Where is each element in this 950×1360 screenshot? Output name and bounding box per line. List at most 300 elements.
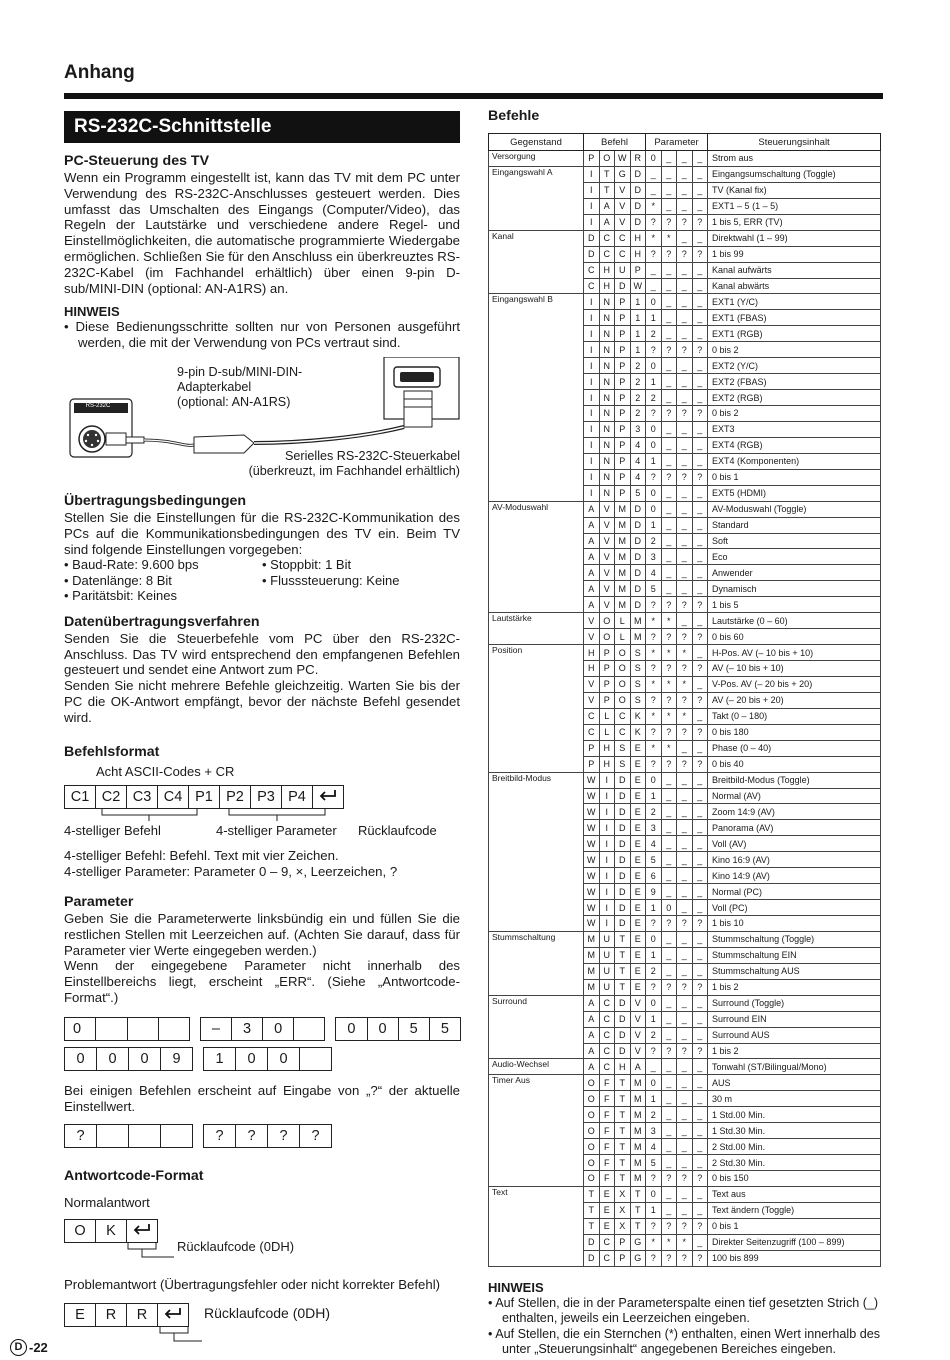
table-row	[489, 230, 881, 246]
command-char-cell: M	[630, 1075, 646, 1091]
parameter-char-cell: _	[677, 326, 693, 342]
command-char-cell: D	[615, 804, 631, 820]
command-char-cell: V	[599, 549, 615, 565]
command-char-cell: C	[615, 230, 631, 246]
parameter-char-cell: _	[692, 836, 708, 852]
table-row	[489, 1043, 881, 1059]
table-row	[489, 294, 881, 310]
command-char-cell: D	[630, 198, 646, 214]
group-cell	[489, 437, 584, 453]
command-char-cell: H	[630, 246, 646, 262]
command-char-cell: A	[584, 501, 600, 517]
parameter-char-cell: _	[677, 788, 693, 804]
format-ascii-label: Acht ASCII-Codes + CR	[96, 763, 235, 779]
group-cell	[489, 1027, 584, 1043]
command-char-cell: O	[584, 1171, 600, 1187]
parameter-char-cell: _	[677, 1075, 693, 1091]
command-char-cell: W	[584, 788, 600, 804]
table-row	[489, 629, 881, 645]
command-char-cell: S	[615, 756, 631, 772]
command-char-cell: F	[599, 1155, 615, 1171]
command-char-cell: D	[615, 788, 631, 804]
command-char-cell: I	[599, 820, 615, 836]
table-row	[489, 597, 881, 613]
param-cell: 0	[128, 1047, 161, 1071]
parameter-char-cell: _	[677, 1091, 693, 1107]
control-content-cell: Eingangsumschaltung (Toggle)	[708, 166, 881, 182]
parameter-char-cell: ?	[677, 1218, 693, 1234]
right-hinweis	[488, 1280, 884, 1358]
command-char-cell: O	[584, 1075, 600, 1091]
parameter-char-cell: ?	[692, 724, 708, 740]
command-char-cell: V	[584, 676, 600, 692]
parameter-char-cell: _	[661, 485, 677, 501]
parameter-char-cell: ?	[661, 214, 677, 230]
group-cell	[489, 661, 584, 677]
parameter-char-cell: _	[661, 1091, 677, 1107]
command-char-cell: M	[630, 1091, 646, 1107]
pc-control-text: Wenn ein Programm eingestellt ist, kann das TV mit dem PC unter Verwendung des RS-232C-Anschlusses gesteuert werden. Dies umfasst das Umschalten des Eingangs (Computer/Video), das Regeln der Lautstärke und verschiedene andere Regel- und Einstellmöglichkeiten, die automatische programmierte Wiedergabe ermöglichen. Schließen Sie für den Anschluss ein überkreuztes RS-232C-Kabel (im Fachhandel erhältlich) über einen 9-pin D-sub/MINI-DIN (optional: AN-A1RS) an.	[64, 170, 460, 296]
command-char-cell: W	[615, 151, 631, 167]
group-cell: Versorgung	[489, 151, 584, 167]
parameter-char-cell: ?	[661, 692, 677, 708]
table-row	[489, 437, 881, 453]
command-char-cell: T	[615, 979, 631, 995]
param-cell: 3	[231, 1017, 263, 1041]
parameter-char-cell: _	[692, 533, 708, 549]
command-char-cell: M	[630, 613, 646, 629]
command-char-cell: H	[615, 1059, 631, 1075]
parameter-char-cell: _	[692, 421, 708, 437]
table-row	[489, 947, 881, 963]
parameter-char-cell: ?	[646, 629, 662, 645]
parameter-char-cell: _	[692, 278, 708, 294]
parameter-char-cell: ?	[677, 724, 693, 740]
parameter-char-cell: _	[661, 1123, 677, 1139]
parameter-char-cell: 5	[646, 852, 662, 868]
command-char-cell: N	[599, 358, 615, 374]
parameter-char-cell: _	[692, 358, 708, 374]
group-cell: Breitbild-Modus	[489, 772, 584, 788]
command-char-cell: C	[584, 724, 600, 740]
parameter-char-cell: _	[677, 437, 693, 453]
group-cell: Lautstärke	[489, 613, 584, 629]
command-char-cell: N	[599, 310, 615, 326]
commands-table	[488, 133, 881, 1267]
command-char-cell: U	[599, 931, 615, 947]
command-char-cell: C	[584, 708, 600, 724]
command-char-cell: I	[599, 868, 615, 884]
command-char-cell: E	[630, 772, 646, 788]
return-arrow-icon	[132, 1223, 152, 1235]
command-char-cell: A	[630, 1059, 646, 1075]
control-content-cell: V-Pos. AV (– 20 bis + 20)	[708, 676, 881, 692]
command-char-cell: I	[584, 326, 600, 342]
command-char-cell: T	[584, 1202, 600, 1218]
parameter-char-cell: 1	[646, 453, 662, 469]
format-cells	[64, 785, 460, 809]
parameter-char-cell: 2	[646, 390, 662, 406]
command-char-cell: T	[615, 1123, 631, 1139]
format-label-command: 4-stelliger Befehl	[64, 823, 161, 839]
parameter-char-cell: _	[692, 772, 708, 788]
group-cell	[489, 708, 584, 724]
parameter-char-cell: _	[692, 820, 708, 836]
problem-response-label: Problemantwort (Übertragungsfehler oder nicht korrekter Befehl)	[64, 1277, 441, 1293]
parameter-char-cell: _	[677, 485, 693, 501]
param-cell	[128, 1124, 161, 1148]
command-char-cell: A	[584, 1043, 600, 1059]
table-row	[489, 692, 881, 708]
command-char-cell: A	[584, 581, 600, 597]
parameter-char-cell: ?	[646, 1171, 662, 1187]
control-content-cell: Tonwahl (ST/Bilingual/Mono)	[708, 1059, 881, 1075]
hinweis-heading: HINWEIS	[64, 304, 120, 320]
command-char-cell: S	[630, 676, 646, 692]
command-char-cell: T	[615, 1171, 631, 1187]
control-content-cell: Normal (PC)	[708, 884, 881, 900]
parameter-char-cell: ?	[661, 469, 677, 485]
command-char-cell: D	[615, 1011, 631, 1027]
format-label-return: Rücklaufcode	[358, 823, 437, 839]
command-char-cell: P	[615, 453, 631, 469]
control-content-cell: AV (– 10 bis + 10)	[708, 661, 881, 677]
control-content-cell: Takt (0 – 180)	[708, 708, 881, 724]
procedure-text-2: Senden Sie nicht mehrere Befehle gleichzeitig. Warten Sie bis der PC die OK-Antwort empfängt, bevor der nächste Befehl gesendet wird.	[64, 678, 460, 725]
parameter-char-cell: _	[677, 900, 693, 916]
parameter-char-cell: _	[692, 868, 708, 884]
command-char-cell: W	[584, 772, 600, 788]
parameter-char-cell: ?	[646, 692, 662, 708]
command-char-cell: M	[615, 581, 631, 597]
parameter-char-cell: *	[661, 645, 677, 661]
table-row	[489, 1250, 881, 1266]
table-row	[489, 1123, 881, 1139]
command-char-cell: D	[630, 182, 646, 198]
parameter-char-cell: _	[692, 310, 708, 326]
group-cell	[489, 884, 584, 900]
parameter-char-cell: ?	[692, 661, 708, 677]
table-row	[489, 214, 881, 230]
group-cell	[489, 182, 584, 198]
parameter-char-cell: *	[646, 740, 662, 756]
return-key-cell	[157, 1303, 189, 1327]
command-char-cell: P	[615, 1250, 631, 1266]
command-char-cell: E	[630, 820, 646, 836]
parameter-char-cell: 3	[646, 1123, 662, 1139]
command-char-cell: 2	[630, 406, 646, 422]
command-char-cell: V	[599, 501, 615, 517]
parameter-char-cell: _	[692, 517, 708, 533]
table-row	[489, 565, 881, 581]
command-char-cell: E	[630, 963, 646, 979]
control-content-cell: AV-Moduswahl (Toggle)	[708, 501, 881, 517]
control-content-cell: H-Pos. AV (– 10 bis + 10)	[708, 645, 881, 661]
parameter-char-cell: _	[677, 533, 693, 549]
group-cell	[489, 1123, 584, 1139]
command-char-cell: V	[599, 517, 615, 533]
command-char-cell: O	[615, 692, 631, 708]
parameter-heading: Parameter	[64, 894, 134, 911]
table-row	[489, 262, 881, 278]
parameter-char-cell: ?	[677, 342, 693, 358]
parameter-char-cell: ?	[646, 1250, 662, 1266]
section-banner: RS-232C-Schnittstelle	[64, 111, 460, 143]
control-content-cell: EXT1 (RGB)	[708, 326, 881, 342]
command-char-cell: H	[599, 740, 615, 756]
group-cell: Text	[489, 1186, 584, 1202]
table-row	[489, 1027, 881, 1043]
parameter-char-cell: _	[677, 613, 693, 629]
parameter-char-cell: _	[677, 166, 693, 182]
command-char-cell: D	[630, 517, 646, 533]
parameter-char-cell: *	[661, 613, 677, 629]
group-cell	[489, 517, 584, 533]
command-char-cell: P	[584, 740, 600, 756]
command-char-cell: C	[615, 708, 631, 724]
command-char-cell: D	[615, 820, 631, 836]
command-char-cell: E	[630, 947, 646, 963]
command-char-cell: W	[584, 820, 600, 836]
parameter-char-cell: _	[677, 198, 693, 214]
parameter-char-cell: 1	[646, 374, 662, 390]
command-char-cell: P	[615, 406, 631, 422]
command-char-cell: E	[630, 804, 646, 820]
table-row	[489, 979, 881, 995]
parameter-char-cell: ?	[661, 246, 677, 262]
parameter-char-cell: ?	[677, 1043, 693, 1059]
parameter-char-cell: ?	[661, 406, 677, 422]
command-char-cell: H	[630, 230, 646, 246]
command-char-cell: W	[630, 278, 646, 294]
parameter-char-cell: 1	[646, 1202, 662, 1218]
command-char-cell: D	[630, 581, 646, 597]
command-char-cell: L	[599, 724, 615, 740]
command-char-cell: L	[615, 629, 631, 645]
response-heading: Antwortcode-Format	[64, 1168, 204, 1185]
table-row	[489, 421, 881, 437]
ok-response-example	[64, 1219, 460, 1267]
command-char-cell: P	[630, 262, 646, 278]
table-row	[489, 374, 881, 390]
parameter-char-cell: 4	[646, 565, 662, 581]
group-cell: Audio-Wechsel	[489, 1059, 584, 1075]
command-char-cell: F	[599, 1091, 615, 1107]
param-example-row-3	[64, 1124, 460, 1148]
group-cell	[489, 597, 584, 613]
command-char-cell: F	[599, 1123, 615, 1139]
param-cell: 0	[64, 1017, 96, 1041]
command-char-cell: H	[584, 645, 600, 661]
command-char-cell: 1	[630, 310, 646, 326]
control-content-cell: EXT1 (Y/C)	[708, 294, 881, 310]
table-row	[489, 884, 881, 900]
group-cell	[489, 214, 584, 230]
parameter-char-cell: ?	[692, 406, 708, 422]
table-row	[489, 900, 881, 916]
parameter-char-cell: _	[692, 613, 708, 629]
control-content-cell: Kino 16:9 (AV)	[708, 852, 881, 868]
parameter-char-cell: ?	[646, 469, 662, 485]
parameter-char-cell: *	[646, 198, 662, 214]
parameter-char-cell: _	[677, 1027, 693, 1043]
command-char-cell: T	[615, 1091, 631, 1107]
command-char-cell: I	[584, 406, 600, 422]
command-char-cell: P	[599, 645, 615, 661]
command-char-cell: W	[584, 868, 600, 884]
parameter-char-cell: 1	[646, 1091, 662, 1107]
parameter-char-cell: _	[692, 1155, 708, 1171]
table-row	[489, 740, 881, 756]
command-char-cell: L	[615, 613, 631, 629]
group-cell	[489, 1043, 584, 1059]
parameter-char-cell: _	[661, 1059, 677, 1075]
command-char-cell: N	[599, 453, 615, 469]
group-cell	[489, 1250, 584, 1266]
format-cell: P1	[188, 785, 220, 809]
parameter-char-cell: *	[661, 740, 677, 756]
param-cell	[293, 1017, 325, 1041]
command-char-cell: X	[615, 1218, 631, 1234]
command-char-cell: N	[599, 326, 615, 342]
command-char-cell: C	[599, 1059, 615, 1075]
control-content-cell: EXT4 (RGB)	[708, 437, 881, 453]
control-content-cell: 1 bis 2	[708, 979, 881, 995]
parameter-char-cell: _	[661, 931, 677, 947]
command-char-cell: D	[615, 852, 631, 868]
command-char-cell: D	[615, 836, 631, 852]
parameter-char-cell: _	[692, 1202, 708, 1218]
parameter-char-cell: ?	[677, 756, 693, 772]
parameter-char-cell: ?	[646, 1043, 662, 1059]
response-cell: R	[126, 1303, 158, 1327]
group-cell	[489, 310, 584, 326]
command-char-cell: I	[599, 804, 615, 820]
group-cell	[489, 836, 584, 852]
parameter-char-cell: _	[661, 1202, 677, 1218]
command-char-cell: D	[584, 246, 600, 262]
parameter-char-cell: _	[677, 278, 693, 294]
control-content-cell: 0 bis 1	[708, 1218, 881, 1234]
command-char-cell: 2	[630, 390, 646, 406]
param-cell	[95, 1017, 127, 1041]
command-char-cell: T	[615, 963, 631, 979]
command-char-cell: U	[599, 979, 615, 995]
command-char-cell: C	[599, 246, 615, 262]
parameter-char-cell: _	[692, 900, 708, 916]
parameter-char-cell: ?	[661, 1171, 677, 1187]
table-row	[489, 182, 881, 198]
command-char-cell: P	[615, 485, 631, 501]
control-content-cell: Text ändern (Toggle)	[708, 1202, 881, 1218]
command-char-cell: C	[599, 1250, 615, 1266]
parameter-char-cell: 0	[646, 772, 662, 788]
parameter-char-cell: _	[677, 1123, 693, 1139]
table-row	[489, 517, 881, 533]
parameter-char-cell: _	[692, 151, 708, 167]
parameter-char-cell: ?	[677, 214, 693, 230]
parameter-char-cell: _	[692, 1139, 708, 1155]
command-char-cell: C	[599, 1011, 615, 1027]
pc-control-heading: PC-Steuerung des TV	[64, 153, 210, 169]
command-char-cell: A	[584, 995, 600, 1011]
command-char-cell: D	[615, 772, 631, 788]
command-char-cell: E	[630, 788, 646, 804]
control-content-cell: Stummschaltung EIN	[708, 947, 881, 963]
control-content-cell: EXT5 (HDMI)	[708, 485, 881, 501]
table-row	[489, 852, 881, 868]
group-cell	[489, 1091, 584, 1107]
command-char-cell: E	[599, 1202, 615, 1218]
command-char-cell: E	[599, 1186, 615, 1202]
table-row	[489, 151, 881, 167]
parameter-char-cell: 0	[646, 485, 662, 501]
page-header-title: Anhang	[64, 62, 135, 83]
parameter-char-cell: _	[677, 151, 693, 167]
command-char-cell: E	[630, 979, 646, 995]
group-cell: Eingangswahl A	[489, 166, 584, 182]
parameter-char-cell: 0	[646, 1186, 662, 1202]
parameter-char-cell: _	[677, 453, 693, 469]
parameter-char-cell: _	[661, 836, 677, 852]
command-char-cell: O	[599, 151, 615, 167]
group-cell	[489, 724, 584, 740]
control-content-cell: Normal (AV)	[708, 788, 881, 804]
command-char-cell: O	[615, 645, 631, 661]
parameter-char-cell: _	[661, 390, 677, 406]
command-char-cell: M	[630, 1123, 646, 1139]
command-char-cell: P	[584, 756, 600, 772]
command-char-cell: A	[599, 214, 615, 230]
parameter-char-cell: ?	[692, 692, 708, 708]
command-char-cell: D	[630, 565, 646, 581]
control-content-cell: Surround EIN	[708, 1011, 881, 1027]
command-char-cell: O	[584, 1139, 600, 1155]
control-content-cell: 1 bis 5	[708, 597, 881, 613]
parameter-char-cell: _	[661, 374, 677, 390]
parameter-char-cell: _	[661, 995, 677, 1011]
control-content-cell: AUS	[708, 1075, 881, 1091]
command-char-cell: I	[584, 182, 600, 198]
table-row	[489, 931, 881, 947]
table-row	[489, 390, 881, 406]
command-char-cell: E	[630, 884, 646, 900]
parameter-char-cell: ?	[646, 597, 662, 613]
command-char-cell: I	[584, 374, 600, 390]
command-char-cell: P	[615, 469, 631, 485]
parameter-char-cell: _	[692, 995, 708, 1011]
command-char-cell: I	[584, 358, 600, 374]
param-cell: 0	[335, 1017, 367, 1041]
parameter-char-cell: _	[677, 931, 693, 947]
table-row	[489, 756, 881, 772]
command-char-cell: A	[584, 1011, 600, 1027]
parameter-char-cell: _	[677, 310, 693, 326]
param-cell: 5	[398, 1017, 430, 1041]
parameter-char-cell: _	[677, 262, 693, 278]
command-char-cell: T	[630, 1218, 646, 1234]
group-cell	[489, 549, 584, 565]
parameter-char-cell: _	[661, 1107, 677, 1123]
parameter-char-cell: _	[692, 198, 708, 214]
parameter-char-cell: _	[661, 804, 677, 820]
control-content-cell: Kanal aufwärts	[708, 262, 881, 278]
command-char-cell: A	[584, 1027, 600, 1043]
command-char-cell: P	[599, 661, 615, 677]
response-cell: K	[95, 1219, 127, 1243]
right-hinweis-heading: HINWEIS	[488, 1280, 544, 1295]
command-char-cell: T	[584, 1218, 600, 1234]
